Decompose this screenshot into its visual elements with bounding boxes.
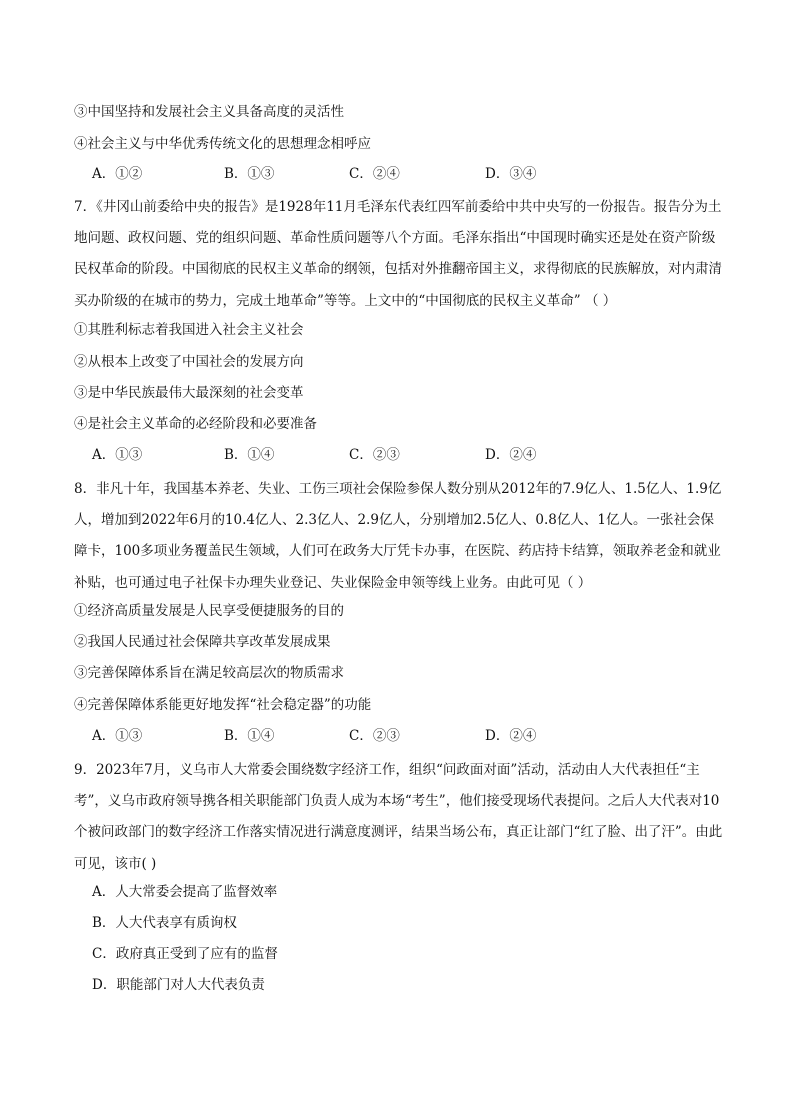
q7-option-b[interactable]: B．①④ <box>224 447 275 463</box>
q7-stem: 7．《井冈山前委给中央的报告》是1928年11月毛泽东代表红四军前委给中共中央写的一份报告。报告分为土地问题、政权问题、党的组织问题、革命性质问题等八个方面。毛泽东指出“中国现时确实还是处在资产阶级民权革命的阶段。中国彻底的民权主义革命的纲领，包括对外推翻帝国主义，求得彻底的民族解放，对内肃清买办阶级的在城市的势力，完成土地革命”等等。上文中的“中国彻底的民权主义革命” （ ） <box>74 199 722 309</box>
q8-statement-1: ①经济高质量发展是人民享受便捷服务的目的 <box>74 603 344 619</box>
q6-option-c[interactable]: C．②④ <box>349 166 400 182</box>
q9-option-c[interactable]: C．政府真正受到了应有的监督 <box>92 946 278 962</box>
q7-statement-2: ②从根本上改变了中国社会的发展方向 <box>74 354 304 370</box>
q7-statement-4: ④是社会主义革命的必经阶段和必要准备 <box>74 416 317 432</box>
q8-option-a[interactable]: A．①③ <box>92 728 143 744</box>
statement-3: ③中国坚持和发展社会主义具备高度的灵活性 <box>74 104 344 120</box>
q8-option-b[interactable]: B．①④ <box>224 728 275 744</box>
q7-statement-1: ①其胜利标志着我国进入社会主义社会 <box>74 322 304 338</box>
q7-option-c[interactable]: C．②③ <box>349 447 400 463</box>
q8-statement-3: ③完善保障体系旨在满足较高层次的物质需求 <box>74 665 344 681</box>
q7-statement-3: ③是中华民族最伟大最深刻的社会变革 <box>74 385 304 401</box>
q7-option-d[interactable]: D．②④ <box>485 447 537 463</box>
q6-option-b[interactable]: B．①③ <box>224 166 275 182</box>
q7-option-a[interactable]: A．①③ <box>92 447 143 463</box>
q8-stem: 8．非凡十年，我国基本养老、失业、工伤三项社会保险参保人数分别从2012年的7.9亿人、1.5亿人、1.9亿人，增加到2022年6月的10.4亿人、2.3亿人、2.9亿人，分别增加2.5亿人、0.8亿人、1亿人。一张社会保障卡，100多项业务覆盖民生领域，人们可在政务大厅凭卡办事，在医院、药店持卡结算，领取养老金和就业补贴，也可通过电子社保卡办理失业登记、失业保险金申领等线上业务。由此可见（ ） <box>74 481 722 591</box>
q9-option-d[interactable]: D．职能部门对人大代表负责 <box>92 977 265 993</box>
q9-stem: 9．2023年7月，义乌市人大常委会围绕数字经济工作，组织“问政面对面”活动，活动由人大代表担任“主考”，义乌市政府领导携各相关职能部门负责人成为本场“考生”，他们接受现场代表提问。之后人大代表对10个被问政部门的数字经济工作落实情况进行满意度测评，结果当场公布，真正让部门“红了脸、出了汗”。由此可见，该市( ) <box>74 762 723 872</box>
q8-option-d[interactable]: D．②④ <box>485 728 537 744</box>
q8-statement-2: ②我国人民通过社会保障共享改革发展成果 <box>74 634 331 650</box>
statement-4: ④社会主义与中华优秀传统文化的思想理念相呼应 <box>74 136 371 152</box>
q9-option-b[interactable]: B．人大代表享有质询权 <box>92 915 237 931</box>
q6-option-d[interactable]: D．③④ <box>485 166 537 182</box>
q6-option-a[interactable]: A．①② <box>92 166 143 182</box>
q8-statement-4: ④完善保障体系能更好地发挥“社会稳定器”的功能 <box>74 697 372 713</box>
q8-option-c[interactable]: C．②③ <box>349 728 400 744</box>
q9-option-a[interactable]: A．人大常委会提高了监督效率 <box>92 884 278 900</box>
